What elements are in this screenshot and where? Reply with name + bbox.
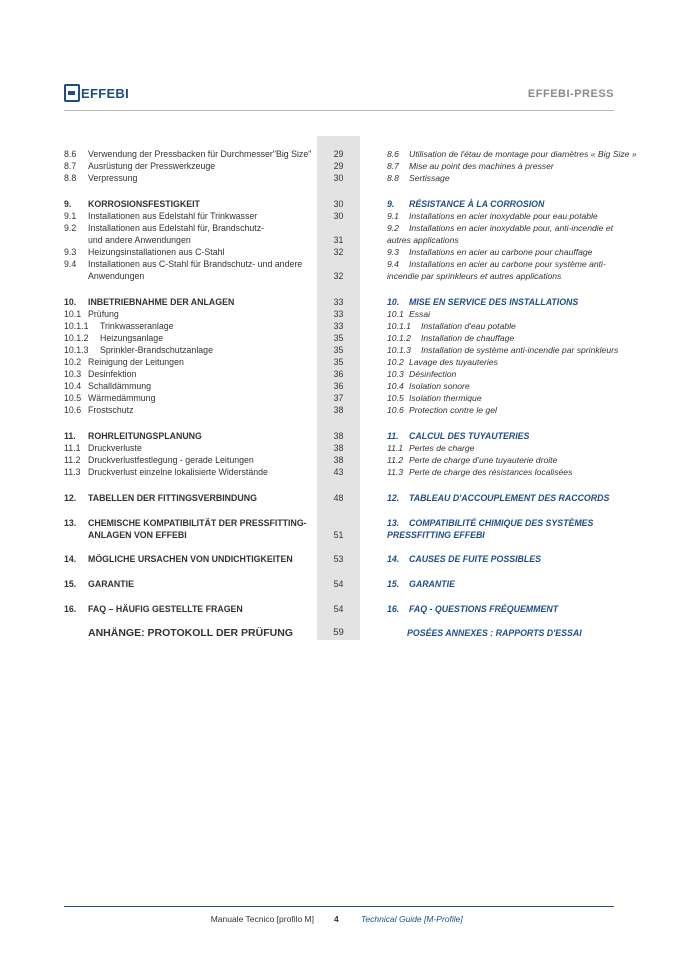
- toc-de-title: ANLAGEN VON EFFEBI: [88, 530, 187, 540]
- toc-de-number: 15.: [64, 579, 77, 589]
- toc-fr-title: Pertes de charge: [409, 443, 475, 453]
- toc-fr-title: Sertissage: [409, 173, 450, 183]
- toc-fr-title: Essai: [409, 309, 431, 319]
- toc-fr-number: 11.1: [387, 443, 404, 453]
- toc-de-number: 10.1.1: [64, 321, 89, 331]
- toc-de-title: und andere Anwendungen: [88, 235, 191, 245]
- footer-right: Technical Guide [M-Profile]: [361, 914, 463, 924]
- toc-fr-title: incendie par sprinkleurs et autres applications: [387, 271, 562, 281]
- toc-de-number: 11.: [64, 431, 76, 441]
- toc-de-title: Desinfektion: [88, 369, 137, 379]
- toc-de-number: 11.2: [64, 455, 81, 465]
- toc-fr-title: Installation de système anti-incendie par sprinkleurs: [421, 345, 619, 355]
- toc-fr-title: Perte de charge d'une tuyauterie droite: [409, 455, 558, 465]
- toc-fr-number: 10.: [387, 297, 400, 307]
- toc-page-number: 54: [333, 579, 344, 589]
- toc-page-number: 29: [333, 149, 344, 159]
- toc-de-number: 10.6: [64, 405, 82, 415]
- toc-page-number: 48: [333, 493, 344, 503]
- toc-de-title: INBETRIEBNAHME DER ANLAGEN: [88, 297, 235, 307]
- toc-fr-title: Isolation thermique: [409, 393, 482, 403]
- toc-page-number: 29: [333, 161, 344, 171]
- toc-page-number: 36: [333, 381, 344, 391]
- brand-title: EFFEBI-PRESS: [527, 88, 614, 100]
- toc-de-number: 8.8: [64, 173, 77, 183]
- toc-de-title: Installationen aus C-Stahl für Brandschutz- und andere: [88, 259, 303, 269]
- toc-de-title: Verwendung der Pressbacken für Durchmesser"Big Size": [88, 149, 312, 159]
- toc-fr-title: Perte de charge des résistances localisées: [409, 467, 573, 477]
- toc-fr-number: 8.8: [387, 173, 399, 183]
- toc-de-title: Anwendungen: [88, 271, 145, 281]
- toc-de-title: Heizungsinstallationen aus C-Stahl: [88, 247, 225, 257]
- toc-de-title: FAQ – HÄUFIG GESTELLTE FRAGEN: [88, 604, 243, 614]
- toc-de-title: Prüfung: [88, 309, 119, 319]
- toc-de-number: 14.: [64, 554, 77, 564]
- toc-de-number: 13.: [64, 518, 77, 528]
- footer-page-number: 4: [334, 914, 339, 924]
- toc-fr-number: 11.: [387, 431, 399, 441]
- toc-de-number: 8.7: [64, 161, 77, 171]
- toc-de-number: 10.1.2: [64, 333, 89, 343]
- toc-fr-number: 15.: [387, 579, 400, 589]
- toc-page-number: 38: [333, 405, 344, 415]
- toc-fr-title: Installations en acier au carbone pour chauffage: [409, 247, 593, 257]
- toc-de-number: 10.5: [64, 393, 82, 403]
- footer-divider: [64, 906, 614, 907]
- toc-de-number: 10.4: [64, 381, 82, 391]
- page-header: [64, 82, 614, 108]
- toc-page-number: 51: [333, 530, 344, 540]
- toc-de-number: 10.1: [64, 309, 82, 319]
- toc-fr-title: FAQ - QUESTIONS FRÉQUEMMENT: [409, 604, 559, 614]
- toc-fr-title: Installations en acier inoxydable pour, anti-incendie et: [409, 223, 613, 233]
- toc-page-number: 36: [333, 369, 344, 379]
- toc-page-number: 35: [333, 333, 344, 343]
- toc-fr-title: MISE EN SERVICE DES INSTALLATIONS: [409, 297, 579, 307]
- toc-de-title: ANHÄNGE: PROTOKOLL DER PRÜFUNG: [88, 627, 293, 639]
- toc-fr-number: 9.: [387, 199, 395, 209]
- toc-de-number: 9.2: [64, 223, 77, 233]
- toc-fr-title: Mise au point des machines à presser: [409, 161, 554, 171]
- toc-de-number: 11.1: [64, 443, 81, 453]
- toc-de-number: 9.3: [64, 247, 77, 257]
- toc-de-title: Frostschutz: [88, 405, 134, 415]
- toc-de-title: MÖGLICHE URSACHEN VON UNDICHTIGKEITEN: [88, 554, 293, 564]
- toc-de-number: 10.: [64, 297, 77, 307]
- toc-fr-title: TABLEAU D'ACCOUPLEMENT DES RACCORDS: [409, 493, 610, 503]
- toc-fr-number: 11.2: [387, 455, 404, 465]
- toc-fr-title: Protection contre le gel: [409, 405, 497, 415]
- toc-fr-number: 10.6: [387, 405, 404, 415]
- toc-fr-number: 10.1.3: [387, 345, 411, 355]
- toc-page-number: 30: [333, 199, 344, 209]
- toc-fr-title: Installation de chauffage: [421, 333, 515, 343]
- toc-fr-number: 8.7: [387, 161, 399, 171]
- toc-page-number: 37: [333, 393, 344, 403]
- toc-de-title: CHEMISCHE KOMPATIBILITÄT DER PRESSFITTING-: [88, 518, 307, 528]
- toc-de-number: 9.4: [64, 259, 77, 269]
- toc-fr-title: CALCUL DES TUYAUTERIES: [409, 431, 530, 441]
- toc-page-number: 38: [333, 431, 344, 441]
- toc-fr-number: 9.3: [387, 247, 399, 257]
- toc-fr-number: 13.: [387, 518, 400, 528]
- toc-fr-number: 12.: [387, 493, 400, 503]
- effebi-logo-icon: [64, 84, 80, 102]
- toc-de-number: 9.: [64, 199, 72, 209]
- toc-page-number: 31: [333, 235, 344, 245]
- toc-page-number: 35: [333, 345, 344, 355]
- toc-fr-title: Isolation sonore: [409, 381, 470, 391]
- footer-left: Manuale Tecnico [profilo M]: [210, 914, 314, 924]
- toc-de-title: Sprinkler-Brandschutzanlage: [100, 345, 213, 355]
- toc-fr-title: POSÉES ANNEXES : RAPPORTS D'ESSAI: [407, 628, 582, 638]
- toc-fr-number: 10.1: [387, 309, 404, 319]
- toc-de-title: KORROSIONSFESTIGKEIT: [88, 199, 200, 209]
- toc-fr-title: Désinfection: [409, 369, 457, 379]
- toc-page-number: 33: [333, 297, 344, 307]
- toc-fr-title: Installations en acier au carbone pour système anti-: [409, 259, 606, 269]
- toc-de-title: Druckverlust einzelne lokalisierte Widerstände: [88, 467, 268, 477]
- toc-de-number: 10.3: [64, 369, 82, 379]
- toc-de-title: Installationen aus Edelstahl für, Brandschutz-: [88, 223, 265, 233]
- toc-fr-number: 16.: [387, 604, 400, 614]
- header-divider: [64, 110, 614, 111]
- toc-fr-title: CAUSES DE FUITE POSSIBLES: [409, 554, 541, 564]
- toc-de-title: Schalldämmung: [88, 381, 152, 391]
- toc-fr-title: GARANTIE: [409, 579, 455, 589]
- toc-page-number: 35: [333, 357, 344, 367]
- toc-de-number: 9.1: [64, 211, 77, 221]
- toc-de-number: 11.3: [64, 467, 81, 477]
- toc-de-title: Verpressung: [88, 173, 138, 183]
- toc-page-number: 33: [333, 309, 344, 319]
- toc-fr-title: Lavage des tuyauteries: [409, 357, 498, 367]
- toc-fr-number: 10.3: [387, 369, 404, 379]
- toc-page-number: 43: [333, 467, 344, 477]
- toc-de-number: 8.6: [64, 149, 77, 159]
- toc-de-number: 10.2: [64, 357, 82, 367]
- toc-de-title: Druckverluste: [88, 443, 142, 453]
- toc-fr-number: 8.6: [387, 149, 399, 159]
- toc-page-number: 38: [333, 455, 344, 465]
- toc-fr-title: Utilisation de l'étau de montage pour diamètres « Big Size »: [409, 149, 637, 159]
- toc-page-number: 30: [333, 211, 344, 221]
- toc-fr-title: Installation d'eau potable: [421, 321, 516, 331]
- toc-fr-number: 14.: [387, 554, 400, 564]
- toc-de-number: 12.: [64, 493, 77, 503]
- toc-page-number: 59: [333, 627, 344, 638]
- toc-page-number: 38: [333, 443, 344, 453]
- toc-de-number: 10.1.3: [64, 345, 89, 355]
- toc-de-title: Druckverlustfestlegung - gerade Leitungen: [88, 455, 254, 465]
- toc-de-title: Heizungsanlage: [100, 333, 164, 343]
- toc-de-title: Ausrüstung der Presswerkzeuge: [88, 161, 216, 171]
- logo-text: EFFEBI: [81, 85, 130, 101]
- toc-page-number: 30: [333, 173, 344, 183]
- toc-de-title: Reinigung der Leitungen: [88, 357, 184, 367]
- toc-de-title: GARANTIE: [88, 579, 134, 589]
- toc-de-title: Wärmedämmung: [88, 393, 156, 403]
- toc-fr-number: 9.2: [387, 223, 399, 233]
- toc-page-number: 33: [333, 321, 344, 331]
- toc-fr-number: 10.2: [387, 357, 404, 367]
- toc-fr-number: 9.4: [387, 259, 399, 269]
- toc-fr-number: 10.5: [387, 393, 404, 403]
- effebi-logo: [64, 82, 129, 104]
- toc-page-number: 32: [333, 247, 344, 257]
- toc-fr-number: 11.3: [387, 467, 404, 477]
- toc-fr-title: PRESSFITTING EFFEBI: [387, 530, 485, 540]
- toc-page-number: 54: [333, 604, 344, 614]
- toc-de-number: 16.: [64, 604, 77, 614]
- toc-fr-number: 10.1.1: [387, 321, 411, 331]
- toc-page-number: 53: [333, 554, 344, 564]
- toc-de-title: Installationen aus Edelstahl für Trinkwasser: [88, 211, 258, 221]
- toc-fr-title: COMPATIBILITÉ CHIMIQUE DES SYSTÈMES: [409, 518, 594, 528]
- toc-fr-title: RÉSISTANCE À LA CORROSION: [409, 199, 545, 209]
- toc-de-title: ROHRLEITUNGSPLANUNG: [88, 431, 202, 441]
- toc-fr-number: 10.1.2: [387, 333, 411, 343]
- toc-fr-title: Installations en acier inoxydable pour eau potable: [409, 211, 598, 221]
- toc-fr-number: 9.1: [387, 211, 399, 221]
- toc-de-title: Trinkwasseranlage: [100, 321, 174, 331]
- toc-fr-title: autres applications: [387, 235, 459, 245]
- toc-page-number: 32: [333, 271, 344, 281]
- toc-de-title: TABELLEN DER FITTINGSVERBINDUNG: [88, 493, 257, 503]
- toc-fr-number: 10.4: [387, 381, 404, 391]
